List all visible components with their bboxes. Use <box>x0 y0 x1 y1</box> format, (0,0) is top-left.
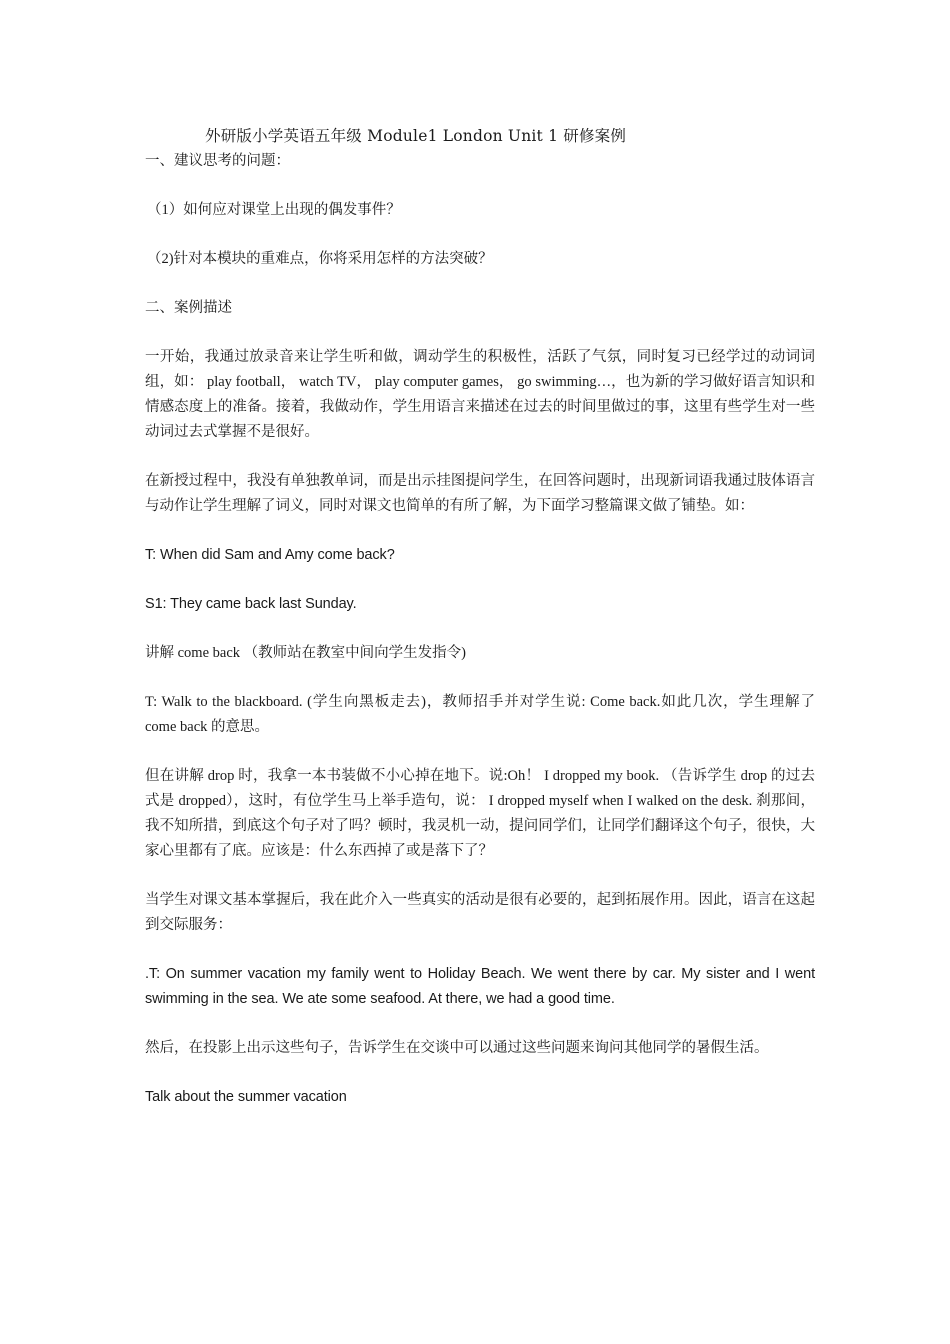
paragraph-talk-about: Talk about the summer vacation <box>145 1089 347 1105</box>
document-title: 外研版小学英语五年级 Module1 London Unit 1 研修案例 <box>205 127 627 145</box>
paragraph-drop: 但在讲解 drop 时，我拿一本书装做不小心掉在地下。说:Oh！ I dropped my book. （告诉学生 drop 的过去式是 dropped），这时，有位学生马上举手造句，说： I dropped myself when I walked on the desk. 刹那间，我不知所措，到底这个句子对了吗？顿时，我灵机一动，提问同学们，让同学们翻译这个句子，很快，大家心里都有了底。应该是：什么东西掉了或是落下了？ <box>145 768 815 859</box>
paragraph-real-activity: 当学生对课文基本掌握后，我在此介入一些真实的活动是很有必要的，起到拓展作用。因此，语言在这起到交际服务： <box>145 892 815 933</box>
paragraph-summer-vacation: .T: On summer vacation my family went to Holiday Beach. We went there by car. My sister and I went swimming in the sea. We ate some seafood. At there, we had a good time. <box>145 966 815 1007</box>
question-2: （2)针对本模块的重难点，你将采用怎样的方法突破？ <box>147 251 493 267</box>
paragraph-come-back: 讲解 come back （教师站在教室中间向学生发指令) <box>145 645 466 661</box>
paragraph-opening: 一开始，我通过放录音来让学生听和做，调动学生的积极性，活跃了气氛，同时复习已经学过的动词词组，如： play football， watch TV， play computer games， go swimming…，也为新的学习做好语言知识和情感态度上的准备。接着，我做动作，学生用语言来描述在过去的时间里做过的事，这里有些学生对一些动词过去式掌握不是很好。 <box>145 349 815 440</box>
document-body <box>145 124 815 1134</box>
dialogue-student-answer: S1: They came back last Sunday. <box>145 596 357 612</box>
paragraph-walk-blackboard: T: Walk to the blackboard. (学生向黑板走去)，教师招手并对学生说: Come back.如此几次，学生理解了 come back 的意思。 <box>145 694 815 735</box>
section-heading-case: 二、案例描述 <box>145 300 232 316</box>
dialogue-teacher-question: T: When did Sam and Amy come back? <box>145 547 395 563</box>
paragraph-projection: 然后，在投影上出示这些句子，告诉学生在交谈中可以通过这些问题来询问其他同学的暑假生活。 <box>145 1040 769 1056</box>
paragraph-new-lesson: 在新授过程中，我没有单独教单词，而是出示挂图提问学生，在回答问题时，出现新词语我通过肢体语言与动作让学生理解了词义，同时对课文也简单的有所了解，为下面学习整篇课文做了铺垫。如： <box>145 473 815 514</box>
section-heading-questions: 一、建议思考的问题： <box>145 153 290 169</box>
question-1: （1）如何应对课堂上出现的偶发事件？ <box>147 202 401 218</box>
